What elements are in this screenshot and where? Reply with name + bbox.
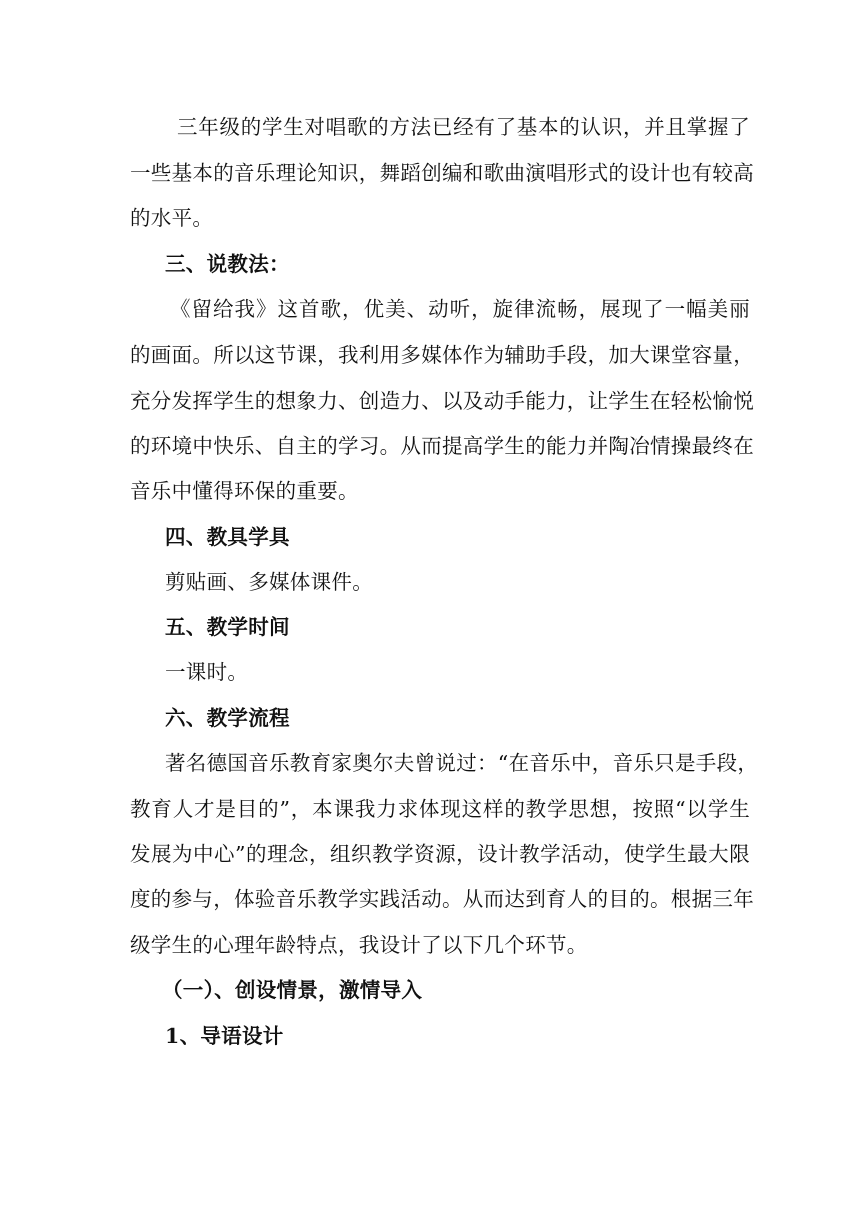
paragraph-line: 一些基本的音乐理论知识，舞蹈创编和歌曲演唱形式的设计也有较高 xyxy=(130,161,754,185)
subheading-scenario-intro: （一）、创设情景，激情导入 xyxy=(162,978,423,1002)
section-heading-teaching-process: 六、教学流程 xyxy=(165,706,290,730)
section-heading-teaching-time: 五、教学时间 xyxy=(165,615,290,639)
paragraph-line: 充分发挥学生的想象力、创造力、以及动手能力，让学生在轻松愉悦 xyxy=(130,389,754,413)
paragraph-line: 著名德国音乐教育家奥尔夫曾说过：“在音乐中，音乐只是手段， xyxy=(165,751,759,775)
section-heading-teaching-aids: 四、教具学具 xyxy=(165,525,290,549)
paragraph-line: 三年级的学生对唱歌的方法已经有了基本的认识，并且掌握了 xyxy=(177,115,750,139)
paragraph-line: 的画面。所以这节课，我利用多媒体作为辅助手段，加大课堂容量， xyxy=(130,343,754,367)
paragraph-line: 一课时。 xyxy=(165,660,249,684)
paragraph-line: 度的参与，体验音乐教学实践活动。从而达到育人的目的。根据三年 xyxy=(130,887,754,911)
paragraph-line: 的环境中快乐、自主的学习。从而提高学生的能力并陶冶情操最终在 xyxy=(130,434,754,458)
paragraph-line: 的水平。 xyxy=(130,206,214,230)
section-heading-teaching-method: 三、说教法： xyxy=(165,252,290,276)
paragraph-line: 发展为中心”的理念，组织教学资源，设计教学活动，使学生最大限 xyxy=(130,842,750,866)
paragraph-line: 音乐中懂得环保的重要。 xyxy=(130,479,359,503)
paragraph-line: 剪贴画、多媒体课件。 xyxy=(165,570,373,594)
subheading-intro-design: 1、导语设计 xyxy=(165,1024,284,1048)
paragraph-line: 教育人才是目的”，本课我力求体现这样的教学思想，按照“以学生 xyxy=(130,797,750,821)
paragraph-line: 级学生的心理年龄特点，我设计了以下几个环节。 xyxy=(130,933,588,957)
paragraph-line: 《留给我》这首歌，优美、动听，旋律流畅，展现了一幅美丽 xyxy=(170,297,750,321)
